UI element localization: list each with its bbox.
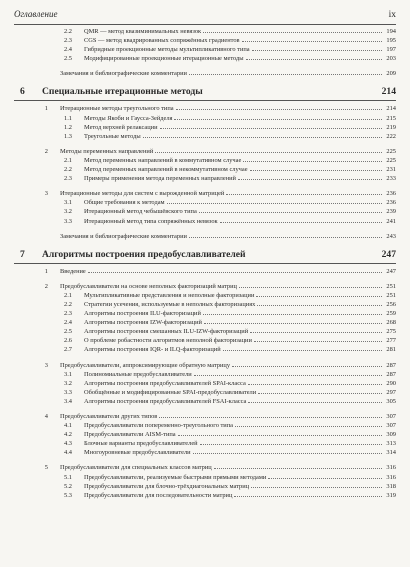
toc-entry-number: 3: [44, 361, 48, 369]
toc-entry[interactable]: [14, 370, 396, 379]
toc-entry-page: 203: [386, 55, 396, 63]
toc-entry-title: Предобуславливатели других типов: [60, 413, 158, 420]
toc-leader-dots: [160, 123, 383, 129]
toc-entry-number: 4.1: [64, 422, 72, 430]
toc-leader-dots: [239, 282, 382, 288]
toc-entry-number: 2.6: [64, 337, 72, 345]
toc-entry-title: Итерационные методы для систем с вырожденной матрицей: [60, 190, 225, 198]
toc-leader-dots: [167, 198, 382, 204]
toc-entry-page: 297: [386, 388, 396, 396]
toc-leader-dots: [203, 27, 382, 33]
chapter-number: 7: [20, 248, 25, 260]
toc-leader-dots: [232, 361, 382, 367]
toc-entry[interactable]: [14, 448, 396, 457]
toc-entry-number: 1: [44, 267, 48, 275]
toc-entry-title: Предобуславливатели на основе неполных факторизаций матриц: [60, 282, 237, 290]
toc-entry-title: Блочные варианты предобуславливателей: [84, 440, 198, 448]
toc-entry-number: 3: [44, 190, 48, 198]
toc-leader-dots: [178, 430, 382, 436]
toc-entry-number: 1.2: [64, 123, 72, 131]
chapter-gap: [14, 241, 396, 248]
toc-entry-number: 3.4: [64, 397, 72, 405]
toc-entry-title: Метод верхней релаксации: [84, 123, 158, 131]
toc-entry-number: 1: [44, 105, 48, 113]
toc-entry[interactable]: [14, 473, 396, 482]
toc-entry-number: 4: [44, 413, 48, 420]
toc-entry-title: Предобуславливатели попеременно-треугольного типа: [84, 422, 233, 430]
running-header: [14, 9, 396, 23]
toc-leader-dots: [214, 463, 382, 469]
toc-entry[interactable]: [14, 45, 396, 54]
toc-leader-dots: [235, 421, 382, 427]
toc-leader-dots: [189, 69, 382, 75]
toc-entry-title: Введение: [60, 267, 86, 275]
toc-entry-title: Предобуславливатели для специальных классов матриц: [60, 464, 212, 472]
toc-entry[interactable]: [14, 147, 396, 156]
running-header-title: Оглавление: [14, 9, 58, 19]
toc-entry[interactable]: [14, 388, 396, 397]
toc-leader-dots: [159, 412, 382, 418]
toc-entry[interactable]: [14, 327, 396, 336]
toc-entry-page: 287: [386, 361, 396, 369]
toc-leader-dots: [234, 491, 382, 497]
toc-leader-dots: [204, 318, 382, 324]
toc-entry[interactable]: [14, 430, 396, 439]
chapter-title: Специальные итерационные методы: [42, 86, 203, 98]
toc-entry[interactable]: [14, 156, 396, 165]
toc-entry-page: 251: [386, 291, 396, 299]
chapter-heading[interactable]: [14, 85, 396, 99]
toc-entry-title: Обобщённые и модифицированные SPAI-предобуславливатели: [84, 388, 257, 396]
toc-entry-page: 247: [386, 267, 396, 275]
toc-leader-dots: [174, 114, 382, 120]
toc-entry-number: 2.4: [64, 319, 72, 327]
toc-leader-dots: [199, 207, 382, 213]
toc-entry-number: 2.7: [64, 346, 72, 354]
toc-entry-number: 2.2: [64, 300, 72, 308]
toc-entry-title: Примеры применения метода переменных направлений: [84, 175, 236, 183]
toc-leader-dots: [194, 370, 382, 376]
toc-entry[interactable]: [14, 345, 396, 354]
toc-entry-title: Мультипликативные представления и неполные факторизации: [84, 291, 255, 299]
toc-entry-title: Предобуславливатели, реализуемые быстрыми прямыми методами: [84, 473, 267, 481]
toc-entry-number: 5.3: [64, 491, 72, 499]
toc-entry-number: 3.2: [64, 379, 72, 387]
toc-entry-title: Замечания и библиографические комментарии: [60, 232, 187, 240]
chapter-gap: [14, 78, 396, 85]
toc-entry-number: 5.1: [64, 473, 72, 481]
toc-leader-dots: [256, 291, 382, 297]
toc-leader-dots: [257, 300, 382, 306]
toc-leader-dots: [268, 473, 382, 479]
toc-entry-number: 1.1: [64, 114, 72, 122]
toc-entry-title: Алгоритмы построения смешанных ILU-IZW-факторизаций: [84, 328, 249, 336]
toc-entry-title: О проблеме робастности алгоритмов неполной факторизации: [84, 337, 252, 345]
toc-entry-page: 241: [386, 217, 396, 225]
header-rule: [14, 24, 396, 25]
toc-entry-page: 225: [386, 147, 396, 155]
toc-entry-page: 236: [386, 190, 396, 198]
toc-entry[interactable]: [14, 267, 396, 276]
toc-leader-dots: [251, 482, 382, 488]
toc-leader-dots: [248, 397, 382, 403]
toc-leader-dots: [203, 309, 382, 315]
toc-entry-page: 236: [386, 199, 396, 207]
toc-entry[interactable]: [14, 291, 396, 300]
toc-entry-number: 2.5: [64, 55, 72, 63]
toc-entry-number: 4.3: [64, 440, 72, 448]
toc-entry-number: 5: [44, 464, 48, 472]
toc-entry-page: 319: [386, 491, 396, 499]
toc-entry[interactable]: [14, 412, 396, 421]
toc-entry-page: 313: [386, 440, 396, 448]
toc-entry-number: 2.3: [64, 175, 72, 183]
toc-entry-page: 233: [386, 175, 396, 183]
toc-entry-title: Метод переменных направлений в некоммутативном случае: [84, 166, 248, 174]
toc-leader-dots: [189, 232, 382, 238]
toc-entry[interactable]: [14, 198, 396, 207]
chapter-rule: [14, 263, 396, 264]
toc-entry-page: 281: [386, 346, 396, 354]
toc-entry-title: Алгоритмы построения предобуславливателей FSAI-класса: [84, 397, 247, 405]
toc-entry-page: 307: [386, 413, 396, 420]
toc-entry-title: Метод переменных направлений в коммутативном случае: [84, 156, 242, 164]
toc-entry-title: Модифицированные проекционные итерационные методы: [84, 55, 244, 63]
toc-entry-page: 231: [386, 166, 396, 174]
toc-entry-title: Предобуславливатели для последовательности матриц: [84, 491, 233, 499]
chapter-page: 247: [381, 248, 396, 260]
toc-entry-title: Методы Якоби и Гаусса-Зейделя: [84, 114, 173, 122]
toc-entry-page: 251: [386, 282, 396, 290]
toc-entry-page: 275: [386, 328, 396, 336]
page-number: ix: [388, 10, 396, 20]
toc-entry-title: Гибридные проекционные методы мультипликативного типа: [84, 46, 250, 54]
chapter-page: 214: [381, 86, 396, 98]
toc-entry-title: Предобуславливатели для блочно-трёхдиагональных матриц: [84, 482, 250, 490]
toc-entry-number: 1.3: [64, 132, 72, 140]
toc-entry[interactable]: [14, 132, 396, 141]
toc-entry-page: 309: [386, 431, 396, 439]
toc-entry-number: 5.2: [64, 482, 72, 490]
chapter-title: Алгоритмы построения предобуславливателей: [42, 248, 246, 260]
toc-entry-page: 194: [386, 28, 396, 35]
toc-entry-number: 2.1: [64, 291, 72, 299]
toc-entry-page: 239: [386, 208, 396, 216]
toc-entry-page: 277: [386, 337, 396, 345]
toc-entry[interactable]: [14, 421, 396, 430]
toc-entry-page: 259: [386, 310, 396, 318]
toc-entry-title: Полиномиальные предобуславливатели: [84, 370, 192, 378]
toc-entry[interactable]: [14, 300, 396, 309]
toc-entry-title: Алгоритмы построения IZW-факторизаций: [84, 319, 202, 327]
toc-entry-title: Предобуславливатели AISM-типа: [84, 431, 176, 439]
toc-entry-page: 209: [386, 70, 396, 78]
toc-entry-page: 195: [386, 37, 396, 45]
toc-entry-title: Треугольные методы: [84, 132, 141, 140]
toc-entry-title: Алгоритмы построения предобуславливателей SPAI-класса: [84, 379, 246, 387]
toc-leader-dots: [193, 448, 382, 454]
toc-entry-page: 290: [386, 379, 396, 387]
toc-entry-page: 268: [386, 319, 396, 327]
toc-entry-title: Общие требования к методам: [84, 199, 165, 207]
toc-leader-dots: [238, 174, 382, 180]
toc-leader-dots: [250, 165, 382, 171]
toc-entry-number: 4.2: [64, 431, 72, 439]
toc-entry[interactable]: [14, 491, 396, 500]
toc-entry-title: Стратегии усечения, используемые в неполных факторизациях: [84, 300, 256, 308]
toc-entry-title: QMR — метод квазиминимальных невязок: [84, 28, 202, 35]
toc-entry[interactable]: [14, 309, 396, 318]
toc-entry[interactable]: [14, 397, 396, 406]
toc-leader-dots: [143, 132, 382, 138]
toc-entry[interactable]: [14, 282, 396, 291]
toc-entry-page: 222: [386, 132, 396, 140]
toc-entry-page: 314: [386, 449, 396, 457]
toc-entry[interactable]: [14, 207, 396, 216]
toc-entry-number: 3.3: [64, 217, 72, 225]
toc-entry-page: 256: [386, 300, 396, 308]
toc-entry-page: 214: [386, 105, 396, 113]
toc-entry-number: 3.2: [64, 208, 72, 216]
toc-leader-dots: [254, 336, 382, 342]
toc-leader-dots: [243, 156, 382, 162]
toc-leader-dots: [155, 147, 382, 153]
toc-entry-page: 318: [386, 482, 396, 490]
toc-entry-page: 219: [386, 123, 396, 131]
toc-entry[interactable]: [14, 114, 396, 123]
toc-leader-dots: [220, 217, 382, 223]
toc-entry[interactable]: [14, 104, 396, 113]
toc-entry-page: 316: [386, 473, 396, 481]
toc-entry[interactable]: [14, 27, 396, 36]
toc-leader-dots: [88, 267, 382, 273]
toc-entry-page: 243: [386, 232, 396, 240]
toc-leader-dots: [258, 388, 382, 394]
toc-entry-page: 305: [386, 397, 396, 405]
toc-entry[interactable]: [14, 54, 396, 63]
toc-entry-number: 2: [44, 282, 48, 290]
toc-entry[interactable]: [14, 217, 396, 226]
toc-entry-page: 225: [386, 156, 396, 164]
toc-leader-dots: [223, 345, 382, 351]
toc-entry-title: Предобуславливатели, аппроксимирующие обратную матрицу: [60, 361, 231, 369]
toc-entry-page: 215: [386, 114, 396, 122]
toc-leader-dots: [200, 439, 382, 445]
toc-entry[interactable]: [14, 174, 396, 183]
toc-entry-number: 3.3: [64, 388, 72, 396]
toc-entry-title: CGS — метод квадрированных сопряжённых градиентов: [84, 37, 240, 45]
toc-notes-entry[interactable]: [14, 69, 396, 78]
toc-entry-title: Итерационные методы треугольного типа: [60, 105, 174, 113]
toc-entry-number: 2.2: [64, 166, 72, 174]
toc-leader-dots: [176, 104, 382, 110]
toc-entry[interactable]: [14, 318, 396, 327]
toc-entry-number: 2.3: [64, 310, 72, 318]
toc-notes-entry[interactable]: [14, 232, 396, 241]
toc-entry[interactable]: [14, 379, 396, 388]
toc-entry-number: 2.3: [64, 37, 72, 45]
table-of-contents: [14, 27, 396, 500]
toc-entry[interactable]: [14, 439, 396, 448]
toc-leader-dots: [248, 379, 382, 385]
toc-entry-title: Итерационный метод чебышёвского типа: [84, 208, 197, 216]
toc-entry-page: 197: [386, 46, 396, 54]
toc-entry-page: 307: [386, 422, 396, 430]
chapter-rule: [14, 100, 396, 101]
toc-entry[interactable]: [14, 123, 396, 132]
chapter-heading[interactable]: [14, 248, 396, 262]
toc-entry-number: 2.5: [64, 328, 72, 336]
toc-entry-title: Алгоритмы построения IQR- и ILQ-факторизаций: [84, 346, 221, 354]
toc-entry[interactable]: [14, 189, 396, 198]
toc-entry-title: Итерационный метод типа сопряжённых невязок: [84, 217, 218, 225]
toc-entry-title: Многоуровневые предобуславливатели: [84, 449, 191, 457]
toc-entry-page: 316: [386, 464, 396, 472]
toc-entry[interactable]: [14, 482, 396, 491]
toc-entry[interactable]: [14, 361, 396, 370]
toc-entry[interactable]: [14, 36, 396, 45]
toc-entry[interactable]: [14, 463, 396, 472]
toc-entry[interactable]: [14, 336, 396, 345]
chapter-number: 6: [20, 86, 25, 98]
toc-entry-number: 2.1: [64, 156, 72, 164]
toc-entry-number: 3.1: [64, 370, 72, 378]
toc-leader-dots: [246, 54, 382, 60]
toc-leader-dots: [250, 327, 382, 333]
toc-entry-number: 2.4: [64, 46, 72, 54]
toc-entry-title: Методы переменных направлений: [60, 147, 154, 155]
toc-entry-number: 2.2: [64, 28, 72, 35]
toc-entry[interactable]: [14, 165, 396, 174]
toc-entry-number: 3.1: [64, 199, 72, 207]
toc-entry-number: 2: [44, 147, 48, 155]
toc-entry-title: Алгоритмы построения ILU-факторизаций: [84, 310, 201, 318]
toc-entry-page: 287: [386, 370, 396, 378]
toc-leader-dots: [242, 36, 382, 42]
toc-leader-dots: [252, 45, 382, 51]
toc-entry-title: Замечания и библиографические комментарии: [60, 70, 187, 78]
toc-leader-dots: [226, 189, 382, 195]
toc-entry-number: 4.4: [64, 449, 72, 457]
